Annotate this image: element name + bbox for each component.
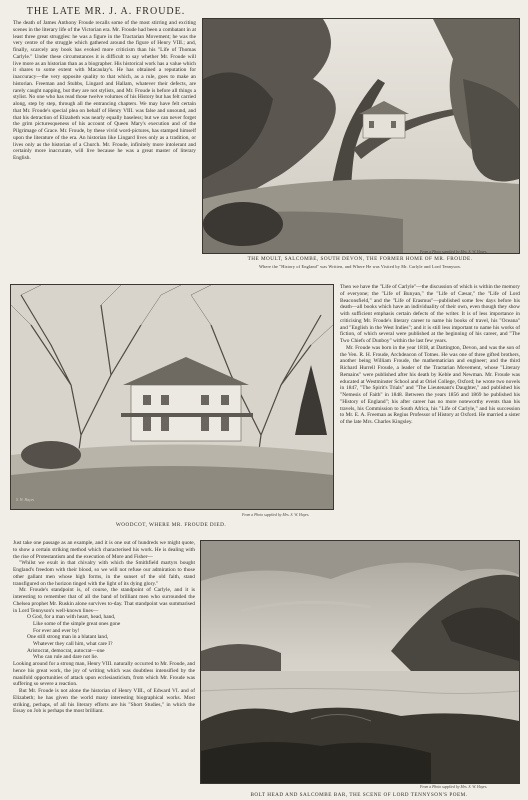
poem-line: One still strong man in a blatant land, bbox=[27, 634, 109, 641]
quotation: "Whilst we exult in that chivalry with which the Smithfield martyrs bought England's freedom with their blood, so we will not refuse our admiration to those other gallant men whose high forms, in the sunset of the old faith, stand transfigured on the horizon tinged with the light of its dying glory." bbox=[13, 560, 195, 587]
paragraph: Mr. Froude's standpoint is, of course, the standpoint of Carlyle, and it is interesting to remember that of all the band of brilliant men who surrounded the Chelsea prophet Mr. Ruskin alone survives to-day. That standpoint was summarised in Lord Tennyson's well-known lines— bbox=[13, 587, 195, 614]
caption-the-moult: THE MOULT, SALCOMBE, SOUTH DEVON, THE FORMER HOME OF MR. FROUDE. bbox=[247, 256, 473, 262]
paragraph: Looking around for a strong man, Henry VIII. naturally occurred to Mr. Froude, and hence his great work, the joy of writing which was doubtless intensified by the manifold opportunities of attack upon ecclesiasticism, from which Mr. Froude was suffering so severe a reaction. bbox=[13, 661, 195, 688]
paragraph: The death of James Anthony Froude recalls some of the most stirring and exciting scenes in the literary life of the Victorian era. Mr. Froude had been a combatant in at least three great struggles: he was a figure in the Tractarian Movement; he was the very centre of the struggle which gathered around the figure of Henry VIII.; and, finally, scarcely any book has evoked more criticism than his "Life of Thomas Carlyle." Under these circumstances it is difficult to say whether Mr. Froude will live more as an historian than as a biographer. His historical work has a value which it shares to some extent with Macaulay's. He has obtained a reputation for inaccuracy—the very opposite quality to that which, as a rule, goes to make an historian. Freeman and Stubbs, Lingard and Hallam, whatever their defects, are rarely caught napping, but they are not stylists, and Mr. Froude is before all things a stylist. No one who has read those twelve volumes of his History but has felt carried along, step by step, through all the entrancing chapters. We may have felt certain that Mr. Froude's special plea on behalf of Henry VIII. was false and unsound, and that his detraction of Elizabeth was nearly equally baseless; but we can never forget the grim picturesqueness of his account of Queen Mary's execution and of the Pilgrimage of Grace. Mr. Froude, by these vivid word-pictures, has stamped himself upon the literature of the era. An historian like Lingard lives only as a tradition, or lives only as the historian of a Church. Mr. Froude, infinitely more intolerant and certainly more inaccurate, will live because he was a great master of literary English. bbox=[13, 20, 196, 161]
paragraph: Just take one passage as an example, and it is one out of hundreds we might quote, to show a certain striking method which characterised his work. He is dealing with the rise of Protestantism and the execution of More and Fisher— bbox=[13, 540, 195, 560]
poem-line: Who can rule and dare not lie. bbox=[33, 654, 99, 661]
poem bbox=[27, 614, 195, 661]
poem-line: For ever and ever by! bbox=[33, 627, 80, 634]
caption-the-moult-subtitle: Where the "History of England" was Written, and Where He was Visited by Mr. Carlyle and Lord Tennyson. bbox=[258, 264, 462, 269]
article-body-right bbox=[340, 284, 520, 524]
caption-bolt-head: BOLT HEAD AND SALCOMBE BAR, THE SCENE OF LORD TENNYSON'S POEM. bbox=[250, 792, 468, 798]
paragraph: Mr. Froude was born in the year 1818, at Dartington, Devon, and was the son of the Ven. R. H. Froude, Archdeacon of Totnes. He was one of three gifted brothers, another being William Froude, the mathematician and engineer; and the third Richard Hurrell Froude, a leader of the Tractarian Movement, whose "Literary Remains" were published after his death by Keble and Newman. Mr. Froude was educated at Westminster School and at Oriel College, Oxford; he wrote two novels in 1847, "The Spirit's Trials" and "The Lieutenant's Daughter," and published his "Nemesis of Faith" in 1848. Between the years 1856 and 1869 he published his "History of England"; his after career has no more noteworthy events than his travels, his Commission to South Africa, his "Life of Carlyle," and his succession to Mr. E. A. Freeman as Regius Professor of History at Oxford. He married a sister of the late Mrs. Charles Kingsley. bbox=[340, 344, 520, 425]
poem-line: Like some of the simple great ones gone bbox=[33, 620, 121, 627]
poem-line: Whatever they call him, what care I? bbox=[33, 641, 113, 648]
caption-woodcot: WOODCOT, WHERE MR. FROUDE DIED. bbox=[115, 522, 227, 528]
photo-credit: S. W. Hayes bbox=[16, 498, 34, 502]
photo-credit: From a Photo supplied by Mrs. S. W. Hayes. bbox=[420, 785, 488, 789]
poem-line: O God, for a man with heart, head, hand, bbox=[27, 614, 116, 621]
photo-bolt-head bbox=[200, 540, 520, 784]
paragraph: But Mr. Froude is not alone the historian of Henry VIII., of Edward VI. and of Elizabeth; he has given the world many interesting biographical works. Most striking, perhaps, of all his literary efforts are his "Short Studies," in which the Essay on Job is perhaps the most brilliant. bbox=[13, 688, 195, 715]
photo-credit: From a Photo supplied by Mrs. S. W. Hayes. bbox=[242, 513, 310, 517]
article-title: THE LATE MR. J. A. FROUDE. bbox=[26, 6, 186, 17]
photo-the-moult bbox=[202, 18, 520, 254]
article-body-lower bbox=[13, 540, 195, 796]
photo-credit: From a Photo supplied by Mrs. S. W. Hayes. bbox=[420, 250, 488, 254]
poem-line: Aristocrat, democrat, autocrat—one bbox=[27, 647, 105, 654]
paragraph: Then we have the "Life of Carlyle"—the discussion of which is within the memory of everyone; the "Life of Bunyan," the "Life of Cæsar," the "Life of Lord Beaconsfield," and the "Life of Erasmus"—published some few days before his death—all books which have an individuality of their own, even though they show with sufficient emphasis certain defects of the writer. It is of less importance in criticising Mr. Froude's literary career to name his books of travel, his "Oceana" and "English in the West Indies"; and it is still less important to name his works of fiction, of which several were published at the beginning of his career, and "The Two Chiefs of Dunboy" within the last few years. bbox=[340, 284, 520, 344]
photo-woodcot bbox=[10, 284, 334, 510]
article-intro-column bbox=[13, 20, 196, 260]
